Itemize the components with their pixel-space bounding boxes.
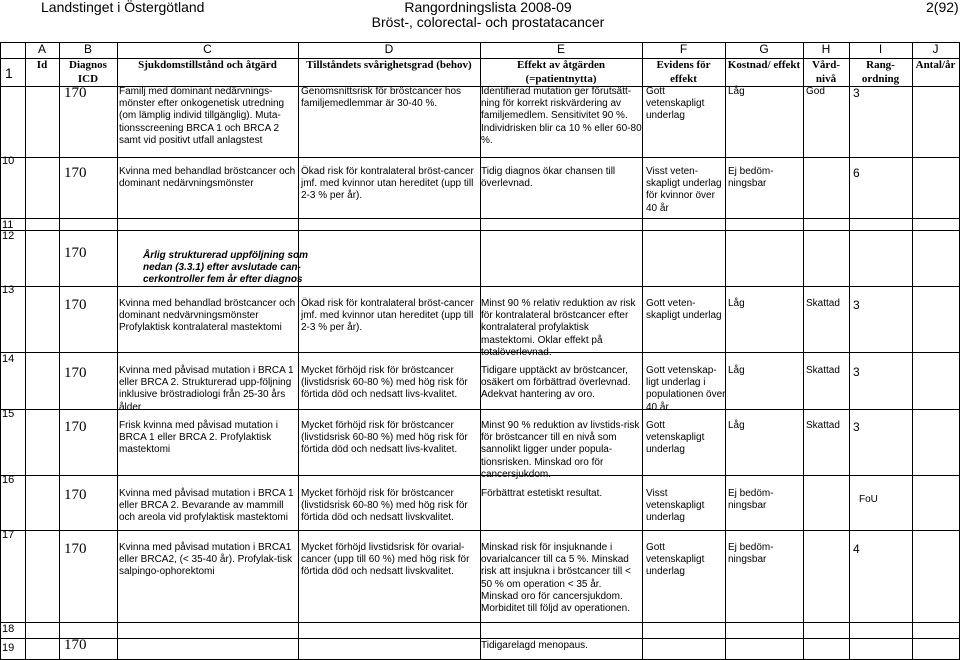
cell-line: familjemedlemmar är 30-40 %.	[301, 98, 438, 110]
cell-line: Ökad risk för kontralateral bröst-cancer	[301, 298, 474, 309]
cell-line: God	[806, 86, 825, 97]
header-organization: Landstinget i Östergötland	[41, 0, 205, 15]
cell-line: Minst 90 % reduktion av livstids-risk	[481, 420, 640, 431]
cell-line: samt vid positivt utfall anlagstest	[119, 134, 263, 146]
cell-line: tionsrisken. Minskad oro för	[481, 456, 604, 468]
cell-evidens	[646, 298, 722, 322]
cell-sjukdom	[119, 365, 294, 414]
cell-line: dominant nedvärvningsmönster	[119, 310, 259, 322]
cell-line: salpingo-ophorektomi	[119, 566, 215, 578]
cell-line: 40 år	[646, 401, 669, 413]
cell-line: ningsbar	[728, 554, 767, 566]
cell-line: Mycket förhöjd risk för bröstcancer	[301, 365, 454, 376]
cell-line: mastektomi	[119, 444, 171, 456]
row-id: 170	[64, 487, 87, 503]
cell-line: underlag	[646, 110, 685, 122]
cell-line: inklusive bröstradiologi från 25-30 års	[119, 389, 286, 401]
cell-line: eller BRCA 2. Strukturerad upp-följning	[119, 377, 292, 389]
cell-rangordning: 3	[853, 86, 860, 100]
cell-vard	[806, 86, 825, 98]
cell-line: Gott vetenskap-	[646, 365, 717, 376]
cell-line: Ej bedöm-	[728, 542, 774, 553]
row-number: 10	[2, 155, 15, 167]
cell-line: 2-3 % per år).	[301, 322, 363, 334]
cell-line: nedan (3.3.1) efter avslutade can-	[143, 262, 301, 274]
cell-line: Kvinna med påvisad mutation i BRCA1	[119, 542, 292, 553]
row-number: 1	[5, 65, 13, 81]
column-letter: H	[821, 42, 831, 56]
cell-line: familjemedlem. Sensitivitet 90 %.	[481, 110, 628, 122]
col-header-icd: ICD	[77, 73, 99, 85]
cell-evidens	[646, 86, 704, 123]
cell-line: för kontralateral bröstcancer efter	[481, 310, 629, 322]
cell-line: förtida död och nedsatt livs-kvalitet.	[301, 389, 458, 401]
cell-sjukdom	[119, 542, 292, 579]
cell-rangordning: 6	[853, 166, 860, 180]
cell-line: eller BRCA2, (< 35-40 år). Profylak-tisk	[119, 554, 293, 566]
col-header-vard: Vård-	[811, 59, 841, 71]
cell-line: för bröstcancer till en nivå som	[481, 432, 617, 444]
cell-line: Förbättrat estetiskt resultat.	[481, 488, 603, 499]
cell-line: Ej bedöm-	[728, 488, 774, 499]
cell-line: ligt underlag i	[646, 377, 706, 389]
cell-line: skapligt underlag	[646, 178, 722, 190]
cell-line: Ej bedöm-	[728, 166, 774, 177]
cell-line: Låg	[728, 86, 745, 97]
row-id: 170	[64, 365, 87, 381]
cell-kostnad	[728, 365, 745, 377]
cell-line: Minskad risk för insjuknande i	[481, 542, 613, 553]
row-number: 13	[2, 284, 15, 296]
row-id: 170	[64, 419, 87, 435]
cell-line: 50 % om operation < 35 år.	[481, 578, 602, 590]
cell-line: Kvinna med påvisad mutation i BRCA 1	[119, 365, 294, 376]
cell-line: Familj med dominant nedärvnings-	[119, 86, 273, 97]
row-number: 19	[2, 642, 15, 654]
cell-line: vetenskapligt	[646, 554, 705, 566]
cell-evidens	[646, 488, 704, 525]
cell-line: mönster efter onkogenetisk utredning	[119, 98, 285, 110]
cell-evidens	[646, 420, 704, 457]
cell-evidens	[646, 365, 726, 414]
cell-line: ålder	[119, 401, 142, 413]
cell-line: ovarialcancer till ca 5 %. Minskad	[481, 554, 629, 566]
cell-line: underlag	[646, 444, 685, 456]
cell-evidens	[646, 166, 722, 215]
row-id: 170	[64, 85, 87, 101]
cell-line: och areola vid profylaktisk mastektomi	[119, 512, 288, 524]
cell-line: förtida död och nedsatt livs-kvalitet.	[301, 444, 458, 456]
cell-line: Gott	[646, 420, 665, 431]
cell-line: Frisk kvinna med påvisad mutation i	[119, 420, 278, 431]
cell-kostnad	[728, 298, 745, 310]
cell-rangordning: 4	[853, 542, 860, 556]
cell-line: cancersjukdom.	[481, 468, 552, 480]
cell-rangordning: 3	[853, 298, 860, 312]
cell-line: risk att insjukna i bröstcancer till <	[481, 566, 631, 578]
cell-line: Låg	[728, 365, 745, 376]
cell-line: cancer (upp till 60 %) med hög risk för	[301, 554, 470, 566]
cell-vard	[806, 365, 840, 377]
cell-tillstand	[301, 365, 468, 402]
col-header-rang: Rang-	[866, 59, 895, 71]
cell-line: Mycket förhöjd risk för bröstcancer	[301, 488, 454, 499]
row-number: 17	[2, 529, 15, 541]
cell-effekt	[481, 86, 642, 147]
cell-rangordning: FoU	[859, 494, 878, 505]
cell-line: Skattad	[806, 420, 840, 431]
cell-line: (livstidsrisk 60-80 %) med hög risk för	[301, 432, 468, 444]
row-number: 16	[2, 474, 15, 486]
column-letter: A	[37, 42, 46, 56]
cell-sjukdom	[119, 298, 295, 335]
header-page-number: 2(92)	[926, 0, 959, 15]
cell-line: Mycket förhöjd risk för bröstcancer	[301, 420, 454, 431]
col-header-sjukdom: Sjukdomstillstånd och åtgärd	[138, 59, 277, 71]
cell-line: totalöverlevnad.	[481, 346, 552, 358]
cell-line: Visst	[646, 488, 668, 499]
cell-line: Profylaktisk kontralateral mastektomi	[119, 322, 282, 334]
row-id: 170	[64, 541, 87, 557]
cell-line: jmf. med kvinnor utan hereditet (upp till	[301, 178, 474, 190]
cell-line: Låg	[728, 420, 745, 431]
col-header-vard-niva: nivå	[815, 73, 837, 85]
cell-effekt	[481, 420, 639, 481]
cell-line: förtida död och nedsatt livskvalitet.	[301, 566, 454, 578]
cell-kostnad	[728, 420, 745, 432]
cell-kostnad	[728, 488, 774, 512]
cell-effekt	[481, 542, 631, 615]
cell-line: ningsbar	[728, 500, 767, 512]
cell-line: Låg	[728, 298, 745, 309]
cell-line: Kvinna med behandlad bröstcancer och	[119, 298, 296, 309]
row-number: 14	[2, 353, 15, 365]
row-id: 170	[64, 165, 87, 181]
cell-sjukdom	[119, 420, 278, 457]
cell-line: ningsbar	[728, 178, 767, 190]
col-header-patientnytta: (=patientnytta)	[525, 73, 597, 85]
col-header-evidens: Evidens för	[656, 59, 711, 71]
cell-line: Morbiditet till följd av operationen.	[481, 603, 630, 615]
column-letter: C	[203, 42, 212, 56]
cell-vard	[806, 298, 840, 310]
cell-line: Mycket förhöjd livstidsrisk för ovarial-	[301, 542, 465, 553]
cell-effekt	[481, 640, 588, 652]
row-number: 11	[2, 219, 14, 231]
col-header-id: Id	[36, 59, 48, 71]
column-letter: B	[83, 42, 92, 56]
row-id: 170	[64, 637, 87, 653]
cell-evidens	[646, 542, 704, 579]
cell-line: osäkert om förbättrad överlevnad.	[481, 377, 631, 389]
cell-line: kontralateral profylaktisk	[481, 322, 589, 334]
cell-line: eller BRCA 2. Bevarande av mammill	[119, 500, 284, 512]
cell-effekt	[481, 365, 631, 402]
cell-line: Skattad	[806, 365, 840, 376]
cell-tillstand	[301, 86, 461, 110]
cell-sjukdom	[119, 86, 284, 147]
cell-line: Identifierad mutation ger förutsätt-	[481, 86, 632, 97]
cell-line: Gott veten-	[646, 298, 696, 309]
cell-line: Tidigarelagd menopaus.	[481, 640, 588, 651]
col-header-tillstand: Tillståndets svårighetsgrad (behov)	[306, 59, 472, 71]
col-header-evidens-effekt: effekt	[670, 73, 697, 85]
col-header-kostnad: Kostnad/ effekt	[727, 59, 801, 71]
cell-line: vetenskapligt	[646, 500, 705, 512]
cell-line: Årlig strukturerad uppföljning som	[143, 250, 309, 261]
cell-tillstand	[301, 420, 468, 457]
cell-line: 40 år	[646, 202, 669, 214]
cell-line: 2-3 % per år).	[301, 190, 363, 202]
cell-rangordning: 3	[853, 420, 860, 434]
cell-line: BRCA 1 eller BRCA 2. Profylaktisk	[119, 432, 272, 444]
cell-line: Gott	[646, 86, 665, 97]
cell-line: vetenskapligt	[646, 98, 705, 110]
col-header-rang-ordning: ordning	[861, 73, 900, 85]
cell-line: överlevnad.	[481, 178, 533, 190]
header-subtitle: Bröst-, colorectal- och prostatacancer	[371, 14, 605, 30]
cell-line: Kvinna med påvisad mutation i BRCA 1	[119, 488, 294, 499]
cell-sjukdom	[143, 250, 308, 287]
row-number: 12	[2, 230, 15, 242]
col-header-effekt: Effekt av åtgärden	[517, 59, 605, 71]
column-letter: G	[759, 42, 769, 56]
cell-kostnad	[728, 86, 745, 98]
cell-line: %.	[481, 134, 493, 146]
cell-line: populationen över	[646, 389, 726, 401]
column-letter: I	[878, 42, 883, 56]
cell-kostnad	[728, 542, 774, 566]
row-number: 15	[2, 408, 15, 420]
row-number: 18	[2, 623, 15, 635]
cell-line: Individrisken blir ca 10 % eller 60-80	[481, 122, 642, 134]
cell-tillstand	[301, 166, 474, 203]
cell-tillstand	[301, 542, 469, 579]
column-letter: F	[679, 42, 688, 56]
cell-effekt	[481, 298, 636, 359]
cell-line: Adekvat hantering av oro.	[481, 389, 595, 401]
cell-line: jmf. med kvinnor utan hereditet (upp till	[301, 310, 474, 322]
cell-line: förtida död och nedsatt livskvalitet.	[301, 512, 454, 524]
cell-line: dominant nedärvningsmönster	[119, 178, 254, 190]
cell-line: Genomsnittsrisk för bröstcancer hos	[301, 86, 462, 97]
cell-sjukdom	[119, 488, 294, 525]
cell-tillstand	[301, 488, 468, 525]
cell-line: mastektomi. Oklar effekt på	[481, 334, 603, 346]
cell-line: underlag	[646, 566, 685, 578]
cell-line: Ökad risk för kontralateral bröst-cancer	[301, 166, 474, 177]
cell-sjukdom	[119, 166, 295, 190]
cell-line: Tidig diagnos ökar chansen till	[481, 166, 616, 177]
cell-line: Minskad oro för cancersjukdom.	[481, 590, 623, 602]
cell-line: Kvinna med behandlad bröstcancer och	[119, 166, 296, 177]
column-letter: E	[556, 42, 565, 56]
row-id: 170	[64, 245, 87, 261]
cell-tillstand	[301, 298, 474, 335]
cell-line: Skattad	[806, 298, 840, 309]
cell-effekt	[481, 166, 615, 190]
cell-line: skapligt underlag	[646, 310, 722, 322]
cell-line: sannolikt ligger under popula-	[481, 444, 613, 456]
cell-line: Tidigare upptäckt av bröstcancer,	[481, 365, 628, 376]
cell-kostnad	[728, 166, 774, 190]
cell-rangordning: 3	[853, 365, 860, 379]
cell-line: Gott	[646, 542, 665, 553]
header-title: Rangordningslista 2008-09	[404, 0, 572, 15]
cell-vard	[806, 420, 840, 432]
cell-line: underlag	[646, 512, 685, 524]
cell-line: vetenskapligt	[646, 432, 705, 444]
cell-line: för kvinnor över	[646, 190, 715, 202]
cell-line: ning för korrekt riskvärdering av	[481, 98, 622, 110]
column-letter: D	[384, 42, 394, 56]
cell-line: (livstidsrisk 60-80 %) med hög risk för	[301, 500, 468, 512]
row-id: 170	[64, 297, 87, 313]
cell-line: (om lämplig individ tillgänglig). Muta-	[119, 110, 281, 122]
column-letter: J	[932, 42, 939, 56]
col-header-antal: Antal/år	[915, 59, 956, 71]
cell-line: cerkontroller fem år efter diagnos	[143, 274, 303, 286]
cell-line: tionsscreening BRCA 1 och BRCA 2	[119, 122, 280, 134]
cell-line: Minst 90 % relativ reduktion av risk	[481, 298, 636, 309]
page-header	[0, 0, 960, 40]
cell-line: Visst veten-	[646, 166, 699, 177]
col-header-diagnos: Diagnos	[69, 59, 107, 71]
cell-effekt	[481, 488, 602, 500]
cell-line: (livstidsrisk 60-80 %) med hög risk för	[301, 377, 468, 389]
